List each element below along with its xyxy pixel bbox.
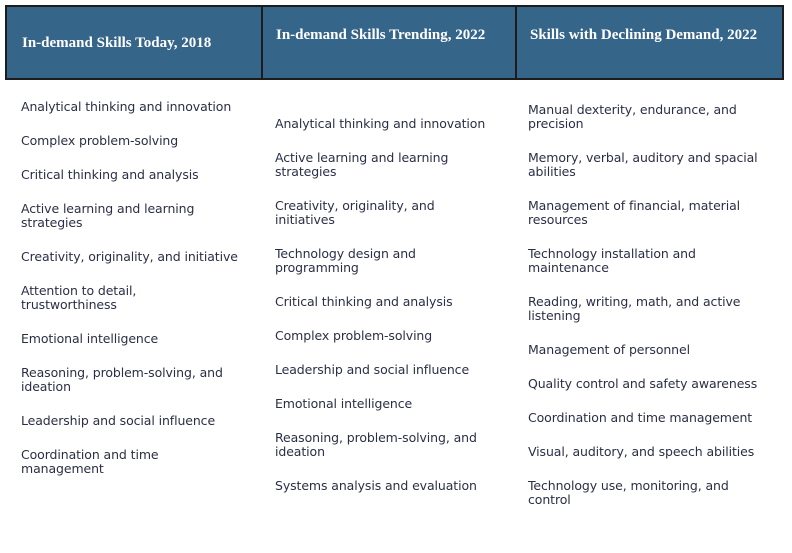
list-item: Quality control and safety awareness	[528, 376, 758, 391]
list-item: Active learning and learning strategies	[275, 150, 449, 179]
header-today-2018	[7, 7, 261, 78]
list-item: Management of personnel	[528, 342, 690, 357]
list-item: Emotional intelligence	[21, 331, 159, 346]
list-item: Coordination and time management	[528, 410, 753, 425]
list-item: Complex problem-solving	[21, 133, 179, 148]
table-header-row	[5, 5, 784, 80]
list-item: Technology installation and maintenance	[528, 246, 696, 275]
list-item: Emotional intelligence	[275, 396, 413, 411]
list-item: Visual, auditory, and speech abilities	[528, 444, 755, 459]
list-item: Systems analysis and evaluation	[275, 478, 477, 493]
list-item: Reasoning, problem-solving, and ideation	[275, 430, 477, 459]
list-item: Critical thinking and analysis	[21, 167, 199, 182]
column-trending-2022	[259, 80, 513, 540]
column-today-2018	[5, 80, 259, 540]
list-item: Creativity, originality, and initiative	[21, 249, 238, 264]
list-item: Active learning and learning strategies	[21, 201, 195, 230]
list-item: Memory, verbal, auditory and spacial abilities	[528, 150, 758, 179]
list-item: Coordination and time management	[21, 447, 159, 476]
list-item: Attention to detail, trustworthiness	[21, 283, 137, 312]
column-declining-2022	[513, 80, 780, 540]
list-item: Management of financial, material resources	[528, 198, 741, 227]
header-trending-2022	[261, 7, 515, 78]
skills-table	[5, 5, 784, 540]
list-item: Technology design and programming	[275, 246, 416, 275]
list-item: Analytical thinking and innovation	[21, 99, 232, 114]
header-today-2018-label: In-demand Skills Today, 2018	[22, 34, 212, 51]
list-item: Analytical thinking and innovation	[275, 116, 486, 131]
list-item: Manual dexterity, endurance, and precision	[528, 102, 737, 131]
header-trending-2022-label: In-demand Skills Trending, 2022	[276, 27, 486, 43]
list-item: Technology use, monitoring, and control	[528, 478, 729, 507]
list-item: Leadership and social influence	[275, 362, 470, 377]
list-item: Creativity, originality, and initiatives	[275, 198, 435, 227]
header-declining-2022-label: Skills with Declining Demand, 2022	[530, 27, 758, 43]
list-item: Leadership and social influence	[21, 413, 216, 428]
list-item: Reading, writing, math, and active listening	[528, 294, 741, 323]
list-item: Critical thinking and analysis	[275, 294, 453, 309]
list-item: Reasoning, problem-solving, and ideation	[21, 365, 223, 394]
header-declining-2022	[515, 7, 782, 78]
table-body-row	[5, 80, 784, 540]
list-item: Complex problem-solving	[275, 328, 433, 343]
